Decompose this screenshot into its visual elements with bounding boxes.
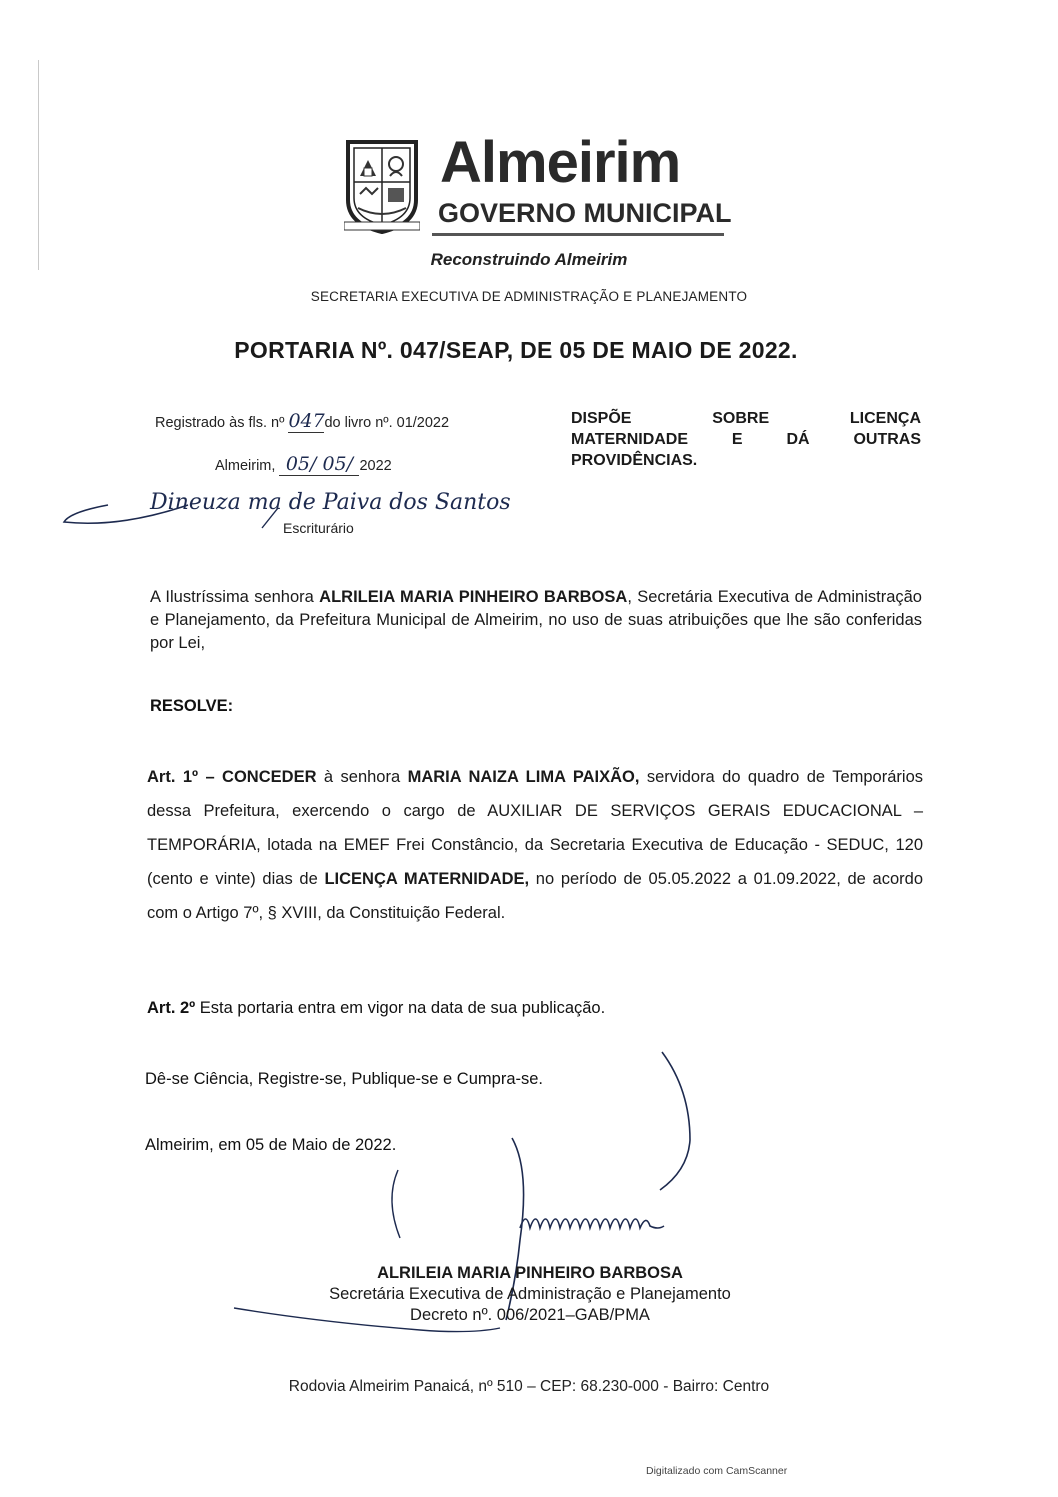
clerk-role: Escriturário xyxy=(283,520,354,536)
logo-title: Almeirim xyxy=(440,130,681,195)
logo-underline xyxy=(432,233,724,236)
department-name: SECRETARIA EXECUTIVA DE ADMINISTRAÇÃO E PLANEJAMENTO xyxy=(310,289,748,304)
ementa-summary xyxy=(571,408,921,471)
document-title: PORTARIA Nº. 047/SEAP, DE 05 DE MAIO DE 2022. xyxy=(234,337,798,363)
registry-page-handwritten: 047 xyxy=(288,410,325,432)
art1-text-2: servidora do quadro de Temporários dessa Prefeitura, exercendo o cargo de AUXILIAR DE SERVIÇOS GERAIS EDUCACIONAL – TEMPORÁRIA, lotada na EMEF Frei Constâncio, da Secretaria Executiva de Educação - SEDUC, 120 (cento e vinte) dias de xyxy=(147,768,923,888)
clerk-signature: Dineuza ma de Paiva dos Santos xyxy=(150,490,511,515)
registry-book: do livro nº. 01/2022 xyxy=(324,415,450,431)
slogan: Reconstruindo Almeirim xyxy=(430,250,628,269)
art1-label: Art. 1º – CONCEDER xyxy=(147,768,317,786)
registry-line-1 xyxy=(155,410,449,433)
art1-leave-type: LICENÇA MATERNIDADE, xyxy=(324,870,530,888)
art2-label: Art. 2º xyxy=(147,999,196,1017)
preamble-rest: , Secretária Executiva de Administração e Planejamento, da Prefeitura Municipal de Almeirim, no uso de suas atribuições que lhe são conferidas por Lei, xyxy=(150,588,922,652)
footer-address: Rodovia Almeirim Panaicá, nº 510 – CEP: 68.230-000 - Bairro: Centro xyxy=(288,1378,770,1395)
signatory-name: ALRILEIA MARIA PINHEIRO BARBOSA xyxy=(377,1264,683,1282)
preamble-intro: A Ilustríssima senhora xyxy=(150,588,320,606)
registry-prefix: Registrado às fls. nº xyxy=(155,415,285,431)
scanner-watermark: Digitalizado com CamScanner xyxy=(646,1465,788,1477)
ementa-line-2: MATERNIDADE E DÁ OUTRAS xyxy=(571,431,921,448)
registry-year: 2022 xyxy=(359,458,392,474)
article-2 xyxy=(147,999,605,1018)
article-1 xyxy=(147,760,923,930)
ementa-line-1: DISPÕE SOBRE LICENÇA xyxy=(571,410,921,427)
art1-text-1: à senhora xyxy=(316,768,408,786)
scan-margin-mark xyxy=(38,60,39,270)
signatory-block xyxy=(230,1263,830,1326)
preamble-secretary-name: ALRILEIA MARIA PINHEIRO BARBOSA xyxy=(319,588,628,606)
signatory-title: Secretária Executiva de Administração e Planejamento xyxy=(329,1285,731,1303)
signatory-decree: Decreto nº. 006/2021–GAB/PMA xyxy=(410,1306,650,1324)
registry-line-2 xyxy=(215,453,392,476)
art1-employee-name: MARIA NAIZA LIMA PAIXÃO, xyxy=(407,768,640,786)
registry-date-handwritten: 05/ 05/ xyxy=(279,453,359,476)
closing-formula: Dê-se Ciência, Registre-se, Publique-se e Cumpra-se. xyxy=(145,1070,543,1088)
resolve-heading: RESOLVE: xyxy=(150,697,234,715)
municipal-crest-logo xyxy=(344,138,420,236)
registry-city: Almeirim, xyxy=(215,458,276,474)
preamble-paragraph xyxy=(150,586,922,655)
ementa-line-3: PROVIDÊNCIAS. xyxy=(571,452,698,469)
art1-text-3: no período de 05.05.2022 a 01.09.2022, de acordo com o Artigo 7º, § XVIII, da Constituição Federal. xyxy=(147,870,923,922)
logo-subtitle: GOVERNO MUNICIPAL xyxy=(438,198,732,228)
document-date-line: Almeirim, em 05 de Maio de 2022. xyxy=(145,1136,397,1154)
art2-text: Esta portaria entra em vigor na data de sua publicação. xyxy=(195,999,606,1017)
